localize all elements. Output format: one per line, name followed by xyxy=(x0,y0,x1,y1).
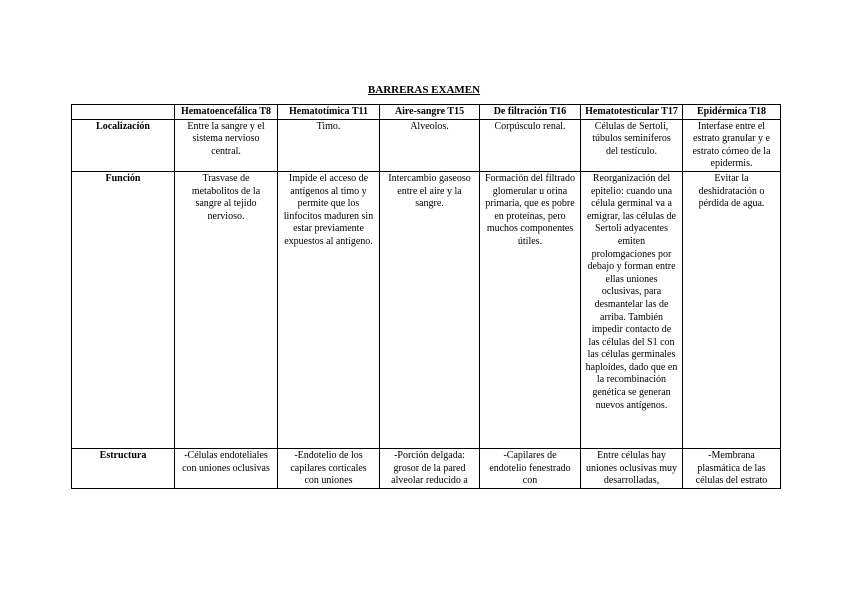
document-title xyxy=(0,84,848,96)
document-title-text: BARRERAS EXAMEN xyxy=(367,84,481,96)
table-cell: Formación del filtrado glomerular u orina primaria, que es pobre en proteínas, pero muchos componentes útiles. xyxy=(480,171,581,448)
table-cell: -Endotelio de los capilares corticales con uniones xyxy=(278,448,380,488)
row-header-estructura: Estructura xyxy=(72,448,175,488)
table-row-funcion xyxy=(72,171,781,448)
table-row-estructura xyxy=(72,448,781,488)
table-cell: Evitar la deshidratación o pérdida de agua. xyxy=(683,171,781,448)
table-cell: Células de Sertoli, túbulos seminíferos del testículo. xyxy=(581,119,683,171)
row-header-localizacion: Localización xyxy=(72,119,175,171)
table-cell: Impide el acceso de antígenos al timo y permite que los linfocitos maduren sin estar previamente expuestos al antígeno. xyxy=(278,171,380,448)
table-cell: Interfase entre el estrato granular y e estrato córneo de la epidermis. xyxy=(683,119,781,171)
table-cell: Alveolos. xyxy=(380,119,480,171)
barriers-table xyxy=(71,104,781,489)
column-header-hematoencefalica: Hematoencefálica T8 xyxy=(175,105,278,120)
table-cell: -Membrana plasmática de las células del estrato xyxy=(683,448,781,488)
table-cell: Timo. xyxy=(278,119,380,171)
table-cell: Corpúsculo renal. xyxy=(480,119,581,171)
header-row xyxy=(72,105,781,120)
table-cell: -Capilares de endotelio fenestrado con xyxy=(480,448,581,488)
table-cell: Entre células hay uniones oclusivas muy desarrolladas, xyxy=(581,448,683,488)
column-header-hematotimica: Hematotímica T11 xyxy=(278,105,380,120)
column-header-filtracion: De filtración T16 xyxy=(480,105,581,120)
table-cell: -Porción delgada: grosor de la pared alveolar reducido a xyxy=(380,448,480,488)
table-cell: Reorganización del epitelio: cuando una célula germinal va a emigrar, las células de Sertoli adyacentes emiten prolomgaciones por debajo y forman entre ellas uniones oclusivas, para desmantelar las de arriba. También impedir contacto de las células del S1 con las células germinales haploides, dado que en la recombinación genética se generan nuevos antígenos. xyxy=(581,171,683,448)
column-header-hematotesticular: Hematotesticular T17 xyxy=(581,105,683,120)
table-cell: Trasvase de metabolitos de la sangre al tejido nervioso. xyxy=(175,171,278,448)
table-row-localizacion xyxy=(72,119,781,171)
column-header-empty xyxy=(72,105,175,120)
row-header-funcion: Función xyxy=(72,171,175,448)
table-cell: -Células endoteliales con uniones oclusivas xyxy=(175,448,278,488)
column-header-aire-sangre: Aire-sangre T15 xyxy=(380,105,480,120)
table-cell: Intercambio gaseoso entre el aire y la sangre. xyxy=(380,171,480,448)
column-header-epidermica: Epidérmica T18 xyxy=(683,105,781,120)
table-cell: Entre la sangre y el sistema nervioso central. xyxy=(175,119,278,171)
